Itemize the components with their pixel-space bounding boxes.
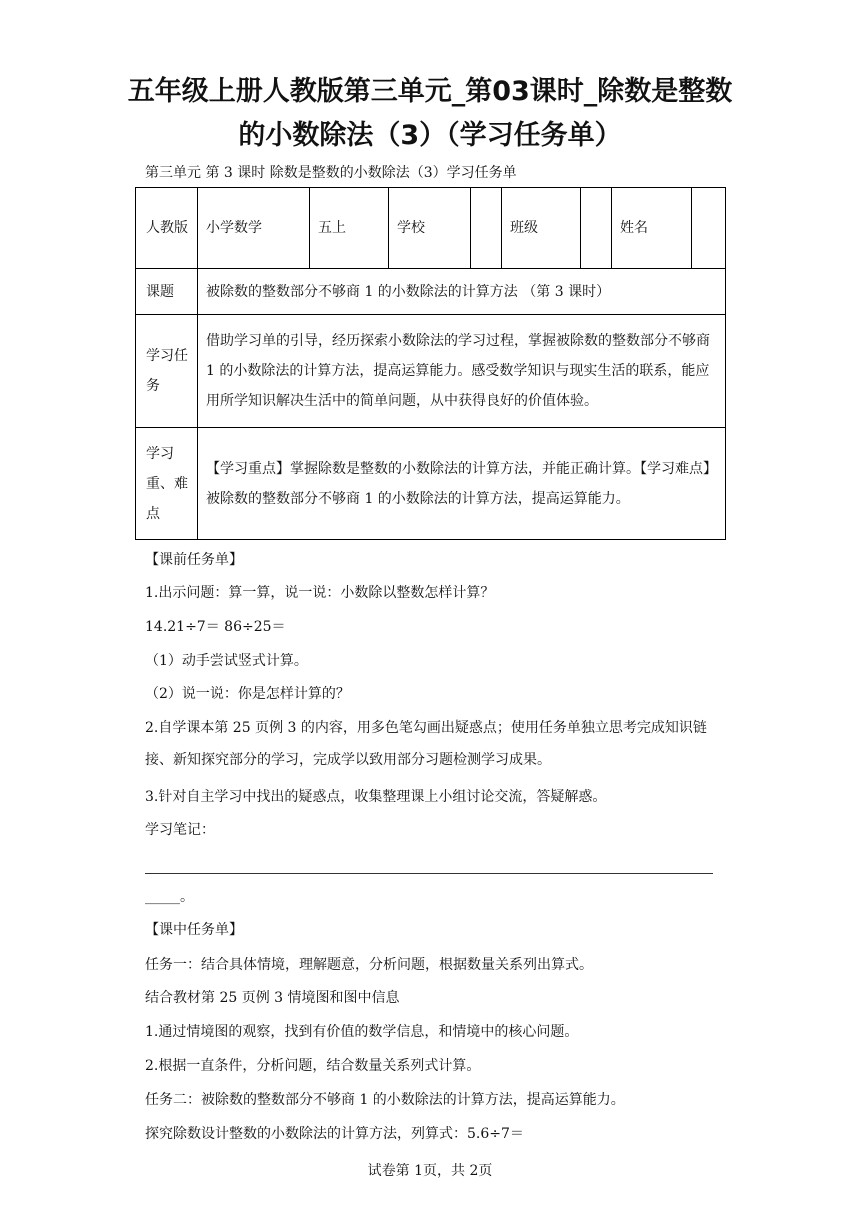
document-title: 五年级上册人教版第三单元_第03课时_除数是整数的小数除法（3）（学习任务单） — [127, 76, 733, 151]
task-1-reference: 结合教材第 25 页例 3 情境图和图中信息 — [145, 990, 400, 1006]
pre-question-2: 2.自学课本第 25 页例 3 的内容，用多色笔勾画出疑惑点；使用任务单独立思考完成知识链接、新知探究部分的学习，完成学以致用部分习题检测学习成果。 — [145, 720, 707, 768]
class-label: 班级 — [502, 188, 581, 269]
table-row-topic — [136, 269, 726, 315]
pre-class-heading: 【课前任务单】 — [145, 552, 243, 568]
pre-question-1-b: （2）说一说：你是怎样计算的？ — [145, 686, 350, 702]
table-row-header — [136, 188, 726, 269]
key-points-value: 【学习重点】掌握除数是整数的小数除法的计算方法，并能正确计算。【学习难点】被除数的整数部分不够商 1 的小数除法的计算方法，提高运算能力。 — [198, 428, 726, 540]
pre-question-1: 1.出示问题：算一算，说一说：小数除以整数怎样计算？ — [145, 585, 495, 601]
task-2: 任务二：被除数的整数部分不够商 1 的小数除法的计算方法，提高运算能力。 — [145, 1092, 625, 1108]
task-value: 借助学习单的引导，经历探索小数除法的学习过程，掌握被除数的整数部分不够商 1 的小数除法的计算方法，提高运算能力。感受数学知识与现实生活的联系，能应用所学知识解决生活中的简单问题，从中获得良好的价值体验。 — [198, 315, 726, 428]
pre-question-3: 3.针对自主学习中找出的疑惑点，收集整理课上小组讨论交流，答疑解惑。 — [145, 789, 607, 805]
topic-value: 被除数的整数部分不够商 1 的小数除法的计算方法 （第 3 课时） — [198, 269, 726, 315]
grade-cell: 五上 — [310, 188, 389, 269]
page-footer: 试卷第 1页，共 2页 — [367, 1163, 493, 1179]
task-1-step-2: 2.根据一直条件，分析问题，结合数量关系列式计算。 — [145, 1058, 481, 1074]
table-row-key-points — [136, 428, 726, 540]
class-field[interactable] — [581, 188, 612, 269]
task-1-step-1: 1.通过情境图的观察，找到有价值的数学信息，和情境中的核心问题。 — [145, 1024, 579, 1040]
table-row-task — [136, 315, 726, 428]
name-label: 姓名 — [612, 188, 692, 269]
subject-cell: 小学数学 — [198, 188, 310, 269]
info-table — [135, 187, 726, 540]
task-2-description: 探究除数设计整数的小数除法的计算方法，列算式：5.6÷7＝ — [145, 1126, 524, 1142]
key-points-label: 学习重、难点 — [136, 428, 198, 540]
publisher-cell: 人教版 — [136, 188, 198, 269]
task-1: 任务一：结合具体情境，理解题意，分析问题，根据数量关系列出算式。 — [145, 957, 593, 973]
school-label: 学校 — [389, 188, 471, 269]
task-label: 学习任务 — [136, 315, 198, 428]
notes-line[interactable] — [145, 873, 713, 874]
school-field[interactable] — [471, 188, 502, 269]
notes-end: _____。 — [145, 889, 194, 905]
document-subtitle: 第三单元 第 3 课时 除数是整数的小数除法（3）学习任务单 — [145, 165, 517, 181]
in-class-heading: 【课中任务单】 — [145, 922, 243, 938]
name-field[interactable] — [692, 188, 726, 269]
pre-question-1-expression: 14.21÷7＝ 86÷25＝ — [145, 619, 286, 635]
topic-label: 课题 — [136, 269, 198, 315]
notes-label: 学习笔记： — [145, 822, 215, 838]
pre-question-1-a: （1）动手尝试竖式计算。 — [145, 653, 308, 669]
